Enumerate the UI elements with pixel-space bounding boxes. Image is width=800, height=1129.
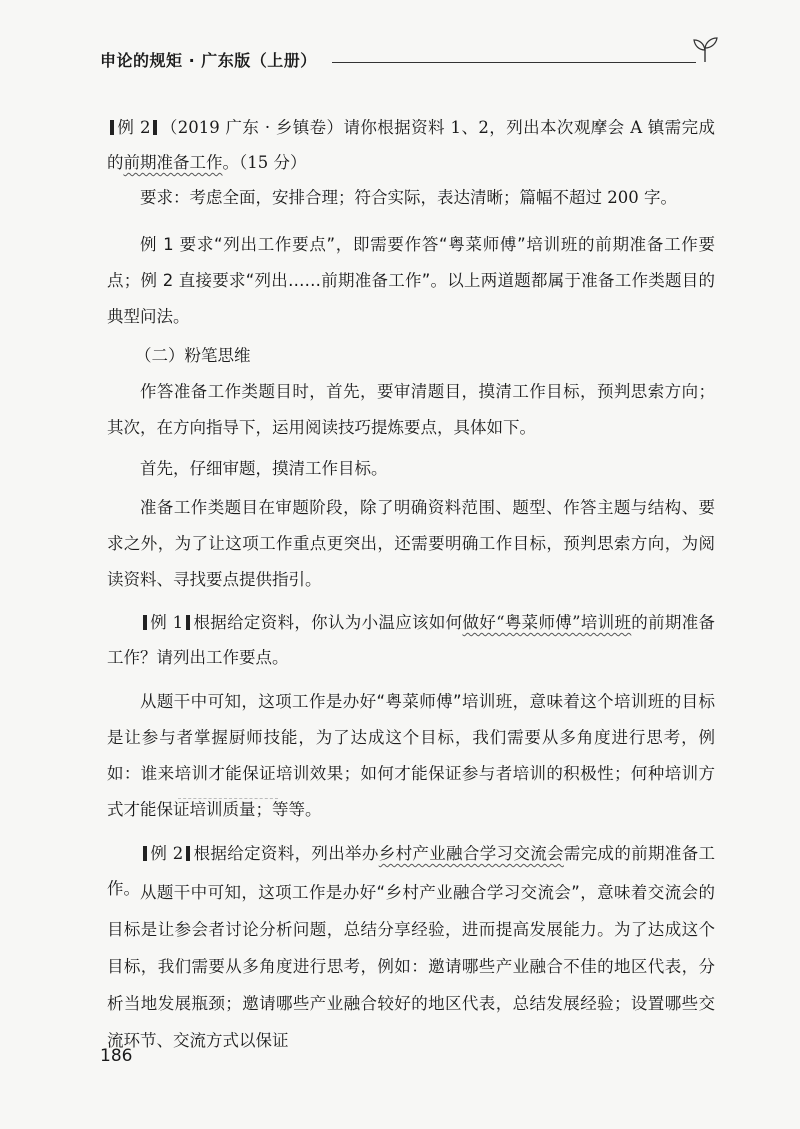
tag-bar-left xyxy=(110,120,114,135)
requirement-text: 要求：考虑全面，安排合理；符合实际，表达清晰；篇幅不超过 200 字。 xyxy=(140,188,677,207)
example-2-tag: 例 2 xyxy=(107,118,160,137)
scan-artifact-dashes xyxy=(178,798,278,799)
tag-bar-right xyxy=(186,615,190,630)
intro-paragraph: 作答准备工作类题目时，首先，要审清题目，摸清工作目标，预判思索方向；其次，在方向指导下，运用阅读技巧提炼要点，具体如下。 xyxy=(107,382,715,437)
header-rule xyxy=(332,62,696,63)
running-header xyxy=(100,48,720,72)
example-1-tag: 例 1 xyxy=(140,613,193,632)
example-1-question: 例 1 根据给定资料，你认为小温应该如何做好“粤菜师傅”培训班的前期准备工作？请列出工作要点。 xyxy=(107,613,716,667)
example-2-bottom-question: 例 2 根据给定资料，列出举办乡村产业融合学习交流会需完成的前期准备工作。 xyxy=(107,844,716,898)
example-2-bottom-tag: 例 2 xyxy=(140,844,193,863)
example-2-question: 例 2 （2019 广东 · 乡镇卷）请你根据资料 1、2，列出本次观摩会 A 镇需完成的前期准备工作。（15 分） xyxy=(107,118,715,172)
section-heading: （二）粉笔思维 xyxy=(135,346,251,365)
tag-bar-left xyxy=(143,615,147,630)
tag-bar-right xyxy=(153,120,157,135)
page-number: 186 xyxy=(100,1046,133,1066)
review-stage-paragraph: 准备工作类题目在审题阶段，除了明确资料范围、题型、作答主题与结构、要求之外，为了让这项工作重点更突出，还需要明确工作目标，预判思索方向，为阅读资料、寻找要点提供指引。 xyxy=(107,498,715,589)
tag-bar-right xyxy=(186,846,190,861)
analysis-paragraph: 例 1 要求“列出工作要点”，即需要作答“粤菜师傅”培训班的前期准备工作要点；例 2 直接要求“列出……前期准备工作”。以上两道题都属于准备工作类题目的典型问法。 xyxy=(107,235,715,326)
example-1-analysis: 从题干中可知，这项工作是办好“粤菜师傅”培训班，意味着这个培训班的目标是让参与者掌握厨师技能，为了达成这个目标，我们需要从多角度进行思考，例如：谁来培训才能保证培训效果；如何才能保证参与者培训的积极性；何种培训方式才能保证培训质量；等等。 xyxy=(107,692,715,819)
header-title: 申论的规矩 · 广东版（上册） xyxy=(100,51,317,70)
example-2-analysis: 从题干中可知，这项工作是办好“乡村产业融合学习交流会”，意味着交流会的目标是让参会者讨论分析问题，总结分享经验，进而提高发展能力。为了达成这个目标，我们需要从多角度进行思考，例如：邀请哪些产业融合不佳的地区代表，分析当地发展瓶颈；邀请哪些产业融合较好的地区代表，总结发展经验；设置哪些交流环节、交流方式以保证 xyxy=(107,883,715,1050)
tag-bar-left xyxy=(143,846,147,861)
sprout-icon xyxy=(690,34,720,64)
first-step-text: 首先，仔细审题，摸清工作目标。 xyxy=(140,459,388,478)
